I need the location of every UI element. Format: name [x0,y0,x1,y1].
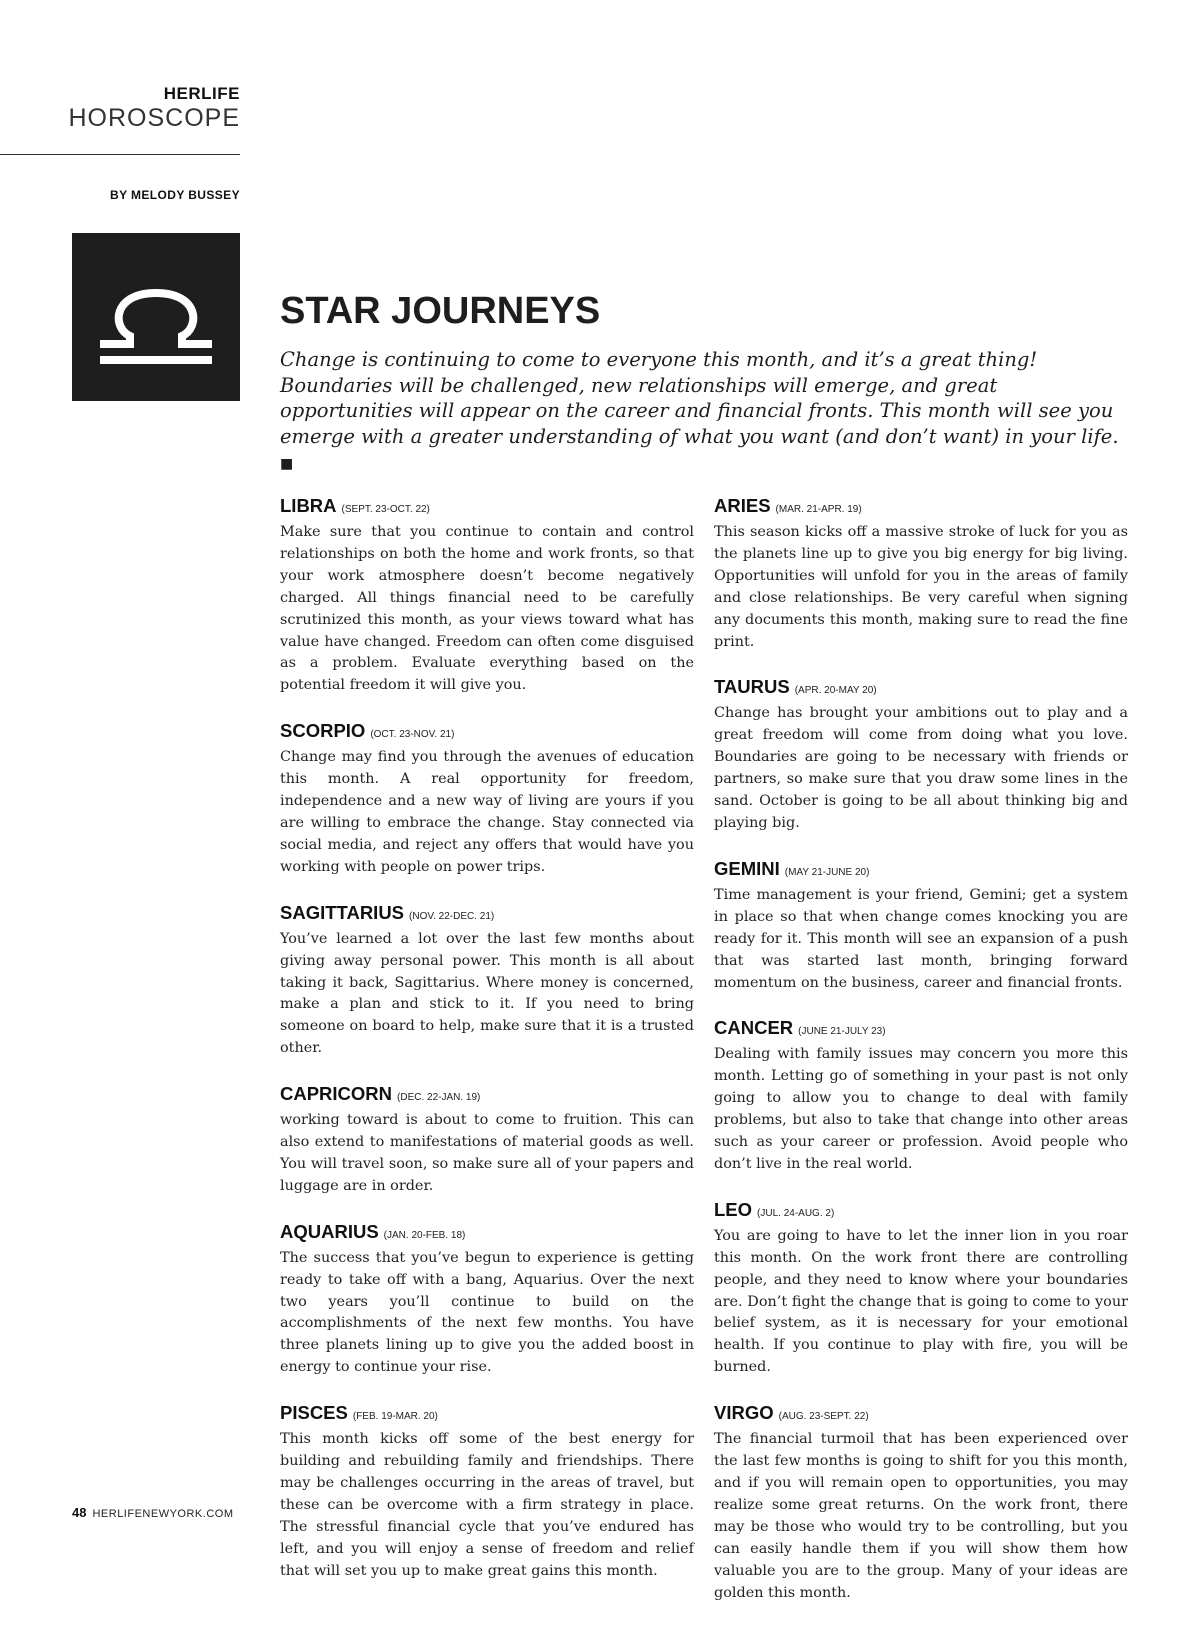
horoscope-entry-virgo [714,1401,1128,1604]
sign-dates: (JAN. 20-FEB. 18) [383,1229,466,1241]
sign-name: AQUARIUS [280,1220,379,1242]
horoscope-entry-sagittarius [280,901,694,1060]
sign-forecast: This season kicks off a massive stroke of luck for you as the planets line up to give you big energy for big living. Opportunities will unfold for you in the areas of family and close relationships. Be very careful when signing any documents this month, making sure to read the fine print. [714,524,1128,650]
left-column [280,494,694,1605]
sign-dates: (JUNE 21-JULY 23) [798,1026,886,1038]
sign-heading [714,494,1128,522]
horoscope-entry-leo [714,1198,1128,1379]
sign-forecast: Dealing with family issues may concern you more this month. Letting go of something in your past is not only going to allow you to change to deal with family problems, but also to take that change into other areas such as your career or profession. Avoid people who don’t live in the real world. [714,1046,1128,1172]
sign-dates: (JUL. 24-AUG. 2) [757,1207,835,1219]
sign-forecast: You are going to have to let the inner lion in you roar this month. On the work front there are controlling people, and they need to know where your boundaries are. Don’t fight the change that is going to come to your belief system, as it is necessary for your emotional health. If you continue to play with fire, you will be burned. [714,1227,1128,1376]
sign-heading [280,1082,694,1110]
sign-name: PISCES [280,1402,348,1424]
sign-heading [280,1220,694,1248]
sign-forecast: The success that you’ve begun to experience is getting ready to take off with a bang, Aquarius. Over the next two years you’ll continue to build on the accomplishments of the next few months. You have three planets lining up to give you the added boost in energy to continue your rise. [280,1249,694,1376]
sign-name: SAGITTARIUS [280,901,405,923]
sign-dates: (MAR. 21-APR. 19) [775,504,862,515]
sign-heading [714,1016,1128,1044]
section-subtitle: HOROSCOPE [68,104,240,132]
sign-name: VIRGO [714,1402,774,1424]
article-title: STAR JOURNEYS [280,290,601,332]
sign-forecast: Change may find you through the avenues of education this month. A real opportunity for freedom, independence and a new way of living are yours if you are willing to embrace the change. Stay connected via social media, and reject any offers that would have you working with people on power trips. [280,749,694,875]
end-mark: ■ [280,456,294,472]
article-intro [280,347,1130,478]
intro-text: Change is continuing to come to everyone this month, and it’s a great thing! Boundaries will be challenged, new relationships will emerge, and great opportunities will appear on the career and financial fronts. This month will see you emerge with a greater understanding of what you want (and don’t want) in your life. [280,348,1119,448]
sign-forecast: The financial turmoil that has been experienced over the last few months is going to shift for you this month, and if you will remain open to opportunities, you may realize some great returns. On the work front, there may be those who would try to be controlling, but you can easily handle them if you will show them how valuable you are to the group. Many of your ideas are golden this month. [714,1431,1128,1601]
page-number: 48 [72,1505,87,1520]
sign-forecast: Time management is your friend, Gemini; get a system in place so that when change comes knocking you are ready for it. This month will see an expansion of a push that was started last month, bringing forward momentum on the business, career and financial fronts. [714,886,1128,991]
horoscope-entry-pisces [280,1401,694,1582]
header-divider [0,154,240,155]
sign-heading [714,1401,1128,1429]
sign-forecast: This month kicks off some of the best energy for building and rebuilding family and friendships. There may be challenges occurring in the areas of travel, but these can be overcome with a firm strategy in place. The stressful financial cycle that you’ve endured has left, and you will enjoy a sense of freedom and relief that will set you up to make great gains this month. [280,1431,694,1579]
sign-heading [280,1401,694,1429]
horoscope-entry-libra [280,494,694,697]
sign-heading [714,1198,1128,1226]
sign-dates: (DEC. 22-JAN. 19) [397,1092,481,1104]
horoscope-entry-capricorn [280,1082,694,1198]
horoscope-entry-gemini [714,857,1128,995]
libra-symbol-icon [72,233,240,401]
sign-name: TAURUS [714,676,790,698]
sign-forecast: working toward is about to come to fruition. This can also extend to manifestations of material goods as well. You will travel soon, so make sure all of your papers and luggage are in order. [280,1112,694,1194]
page-footer [72,1502,233,1521]
sign-heading [714,857,1128,885]
sign-dates: (FEB. 19-MAR. 20) [352,1411,438,1423]
sign-heading [280,719,694,747]
horoscope-entry-aquarius [280,1220,694,1379]
sign-dates: (NOV. 22-DEC. 21) [409,910,495,922]
byline: BY MELODY BUSSEY [110,188,240,202]
sign-forecast: Change has brought your ambitions out to play and a great freedom will come from doing what you love. Boundaries are going to be necessary with friends or partners, so make sure that you draw some lines in the sand. October is going to be all about thinking big and playing big. [714,705,1128,831]
sign-heading [280,494,694,522]
sign-forecast: You’ve learned a lot over the last few months about giving away personal power. This month is all about taking it back, Sagittarius. Where money is concerned, make a plan and stick to it. If you need to bring someone on board to help, make sure that it is a trusted other. [280,930,694,1057]
horoscope-entry-cancer [714,1016,1128,1175]
sign-forecast: Make sure that you continue to contain and control relationships on both the home and work fronts, so that your work atmosphere doesn’t become negatively charged. All things financial need to be carefully scrutinized this month, as your views toward what has value have changed. Freedom can often come disguised as a problem. Evaluate everything based on the potential freedom it will give you. [280,524,694,694]
sign-heading [714,675,1128,703]
website: HERLIFENEWYORK.COM [92,1508,234,1520]
libra-sign-box [72,233,240,401]
sign-heading [280,901,694,929]
sign-dates: (AUG. 23-SEPT. 22) [778,1411,869,1423]
sign-dates: (MAY 21-JUNE 20) [784,866,870,878]
sign-name: LEO [714,1198,753,1220]
sign-name: LIBRA [280,495,337,516]
horoscope-entry-scorpio [280,719,694,878]
sign-dates: (APR. 20-MAY 20) [794,685,877,697]
sign-name: ARIES [714,495,771,516]
sign-dates: (OCT. 23-NOV. 21) [370,729,455,741]
horoscope-entry-taurus [714,675,1128,834]
sign-dates: (SEPT. 23-OCT. 22) [341,504,430,515]
section-name: HERLIFE [163,84,240,103]
horoscope-entry-aries [714,494,1128,653]
sign-name: CAPRICORN [280,1083,393,1105]
sign-name: CANCER [714,1017,794,1039]
sign-name: SCORPIO [280,720,366,742]
sign-name: GEMINI [714,857,780,879]
right-column [714,494,1128,1626]
